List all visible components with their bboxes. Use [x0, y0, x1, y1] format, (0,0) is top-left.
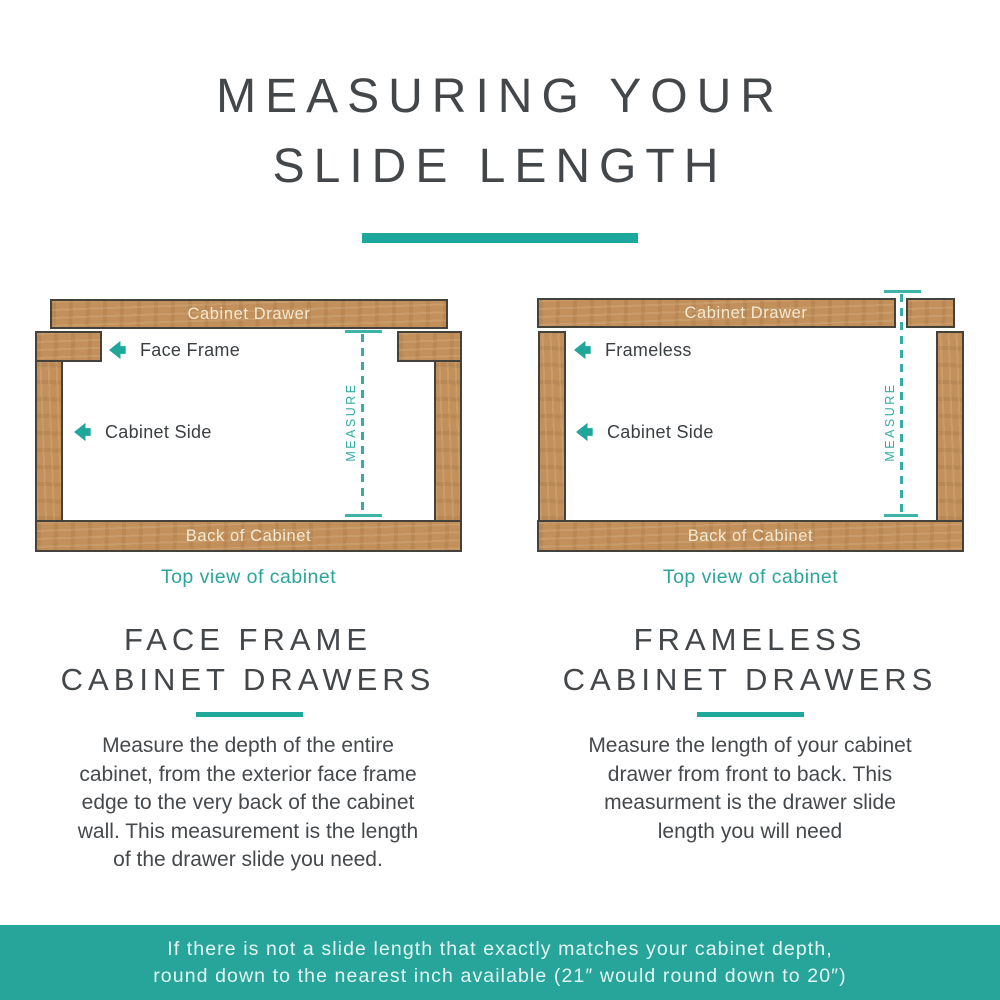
cabinet-drawer-label: Cabinet Drawer	[187, 304, 311, 323]
back-of-cabinet-label: Back of Cabinet	[687, 526, 814, 545]
left-arrow-icon	[576, 421, 597, 443]
cabinet-side-board-left	[35, 360, 63, 522]
footer-note	[0, 925, 1000, 1000]
left-arrow-icon	[109, 339, 130, 361]
cabinet-side-callout-label: Cabinet Side	[105, 421, 212, 442]
measure-line-cap-bottom	[345, 514, 382, 517]
description-line: of the drawer slide you need.	[113, 848, 383, 871]
face-frame-callout-label: Face Frame	[140, 339, 241, 360]
cabinet-side-board-left	[538, 331, 566, 522]
cabinet-drawer-board-right	[906, 298, 955, 328]
face-frame-board-right	[397, 331, 462, 362]
frameless-callout	[574, 339, 692, 361]
left-arrow-icon	[74, 421, 95, 443]
cabinet-side-board-right	[434, 360, 462, 522]
cabinet-drawer-board	[50, 299, 448, 329]
frameless-callout-label: Frameless	[605, 339, 692, 360]
face-frame-heading-line1: FACE FRAME	[123, 622, 373, 657]
cabinet-drawer-label: Cabinet Drawer	[684, 303, 808, 322]
back-of-cabinet-label: Back of Cabinet	[185, 526, 312, 545]
frameless-description	[518, 732, 982, 846]
cabinet-side-callout	[576, 421, 714, 443]
footer-note-line2: round down to the nearest inch available (21″ would round down to 20″)	[153, 965, 847, 987]
description-line: cabinet, from the exterior face frame	[79, 762, 417, 786]
diagram-caption: Top view of cabinet	[662, 566, 839, 588]
description-line: drawer from front to back. This	[607, 762, 893, 786]
measure-line-cap-top	[345, 330, 382, 333]
measure-label: MEASURE	[344, 382, 358, 462]
measure-line	[900, 294, 903, 516]
measure-line-cap-top	[884, 290, 921, 293]
description-line: edge to the very back of the cabinet	[81, 791, 415, 814]
description-line: length you will need	[657, 819, 843, 843]
face-frame-heading-line2: CABINET DRAWERS	[60, 662, 436, 697]
face-frame-board-left	[35, 331, 102, 362]
description-line: wall. This measurement is the length	[77, 819, 419, 843]
heading-underline	[697, 712, 804, 717]
measure-label: MEASURE	[883, 382, 897, 462]
cabinet-side-board-right	[936, 331, 964, 522]
measure-line-cap-bottom	[884, 514, 918, 517]
page-title-line2: SLIDE LENGTH	[272, 140, 728, 193]
description-line: Measure the length of your cabinet	[588, 734, 912, 757]
heading-underline	[196, 712, 303, 717]
frameless-heading-line1: FRAMELESS	[633, 622, 867, 657]
face-frame-heading	[18, 620, 478, 700]
diagram-caption: Top view of cabinet	[160, 566, 337, 588]
footer-note-line1: If there is not a slide length that exactly matches your cabinet depth,	[167, 938, 833, 960]
back-of-cabinet-board	[537, 520, 964, 552]
frameless-heading-line2: CABINET DRAWERS	[562, 662, 938, 697]
measure-line	[361, 334, 364, 516]
cabinet-side-callout-label: Cabinet Side	[607, 421, 714, 442]
description-line: Measure the depth of the entire	[102, 734, 394, 757]
frameless-heading	[520, 620, 980, 700]
face-frame-description	[16, 732, 480, 875]
title-underline	[362, 233, 638, 243]
left-arrow-icon	[574, 339, 595, 361]
description-line: measurment is the drawer slide	[604, 791, 896, 814]
page-title	[0, 62, 1000, 202]
page-title-line1: MEASURING YOUR	[216, 70, 784, 123]
cabinet-side-callout	[74, 421, 212, 443]
cabinet-drawer-board-left	[537, 298, 896, 328]
back-of-cabinet-board	[35, 520, 462, 552]
face-frame-callout	[109, 339, 240, 361]
